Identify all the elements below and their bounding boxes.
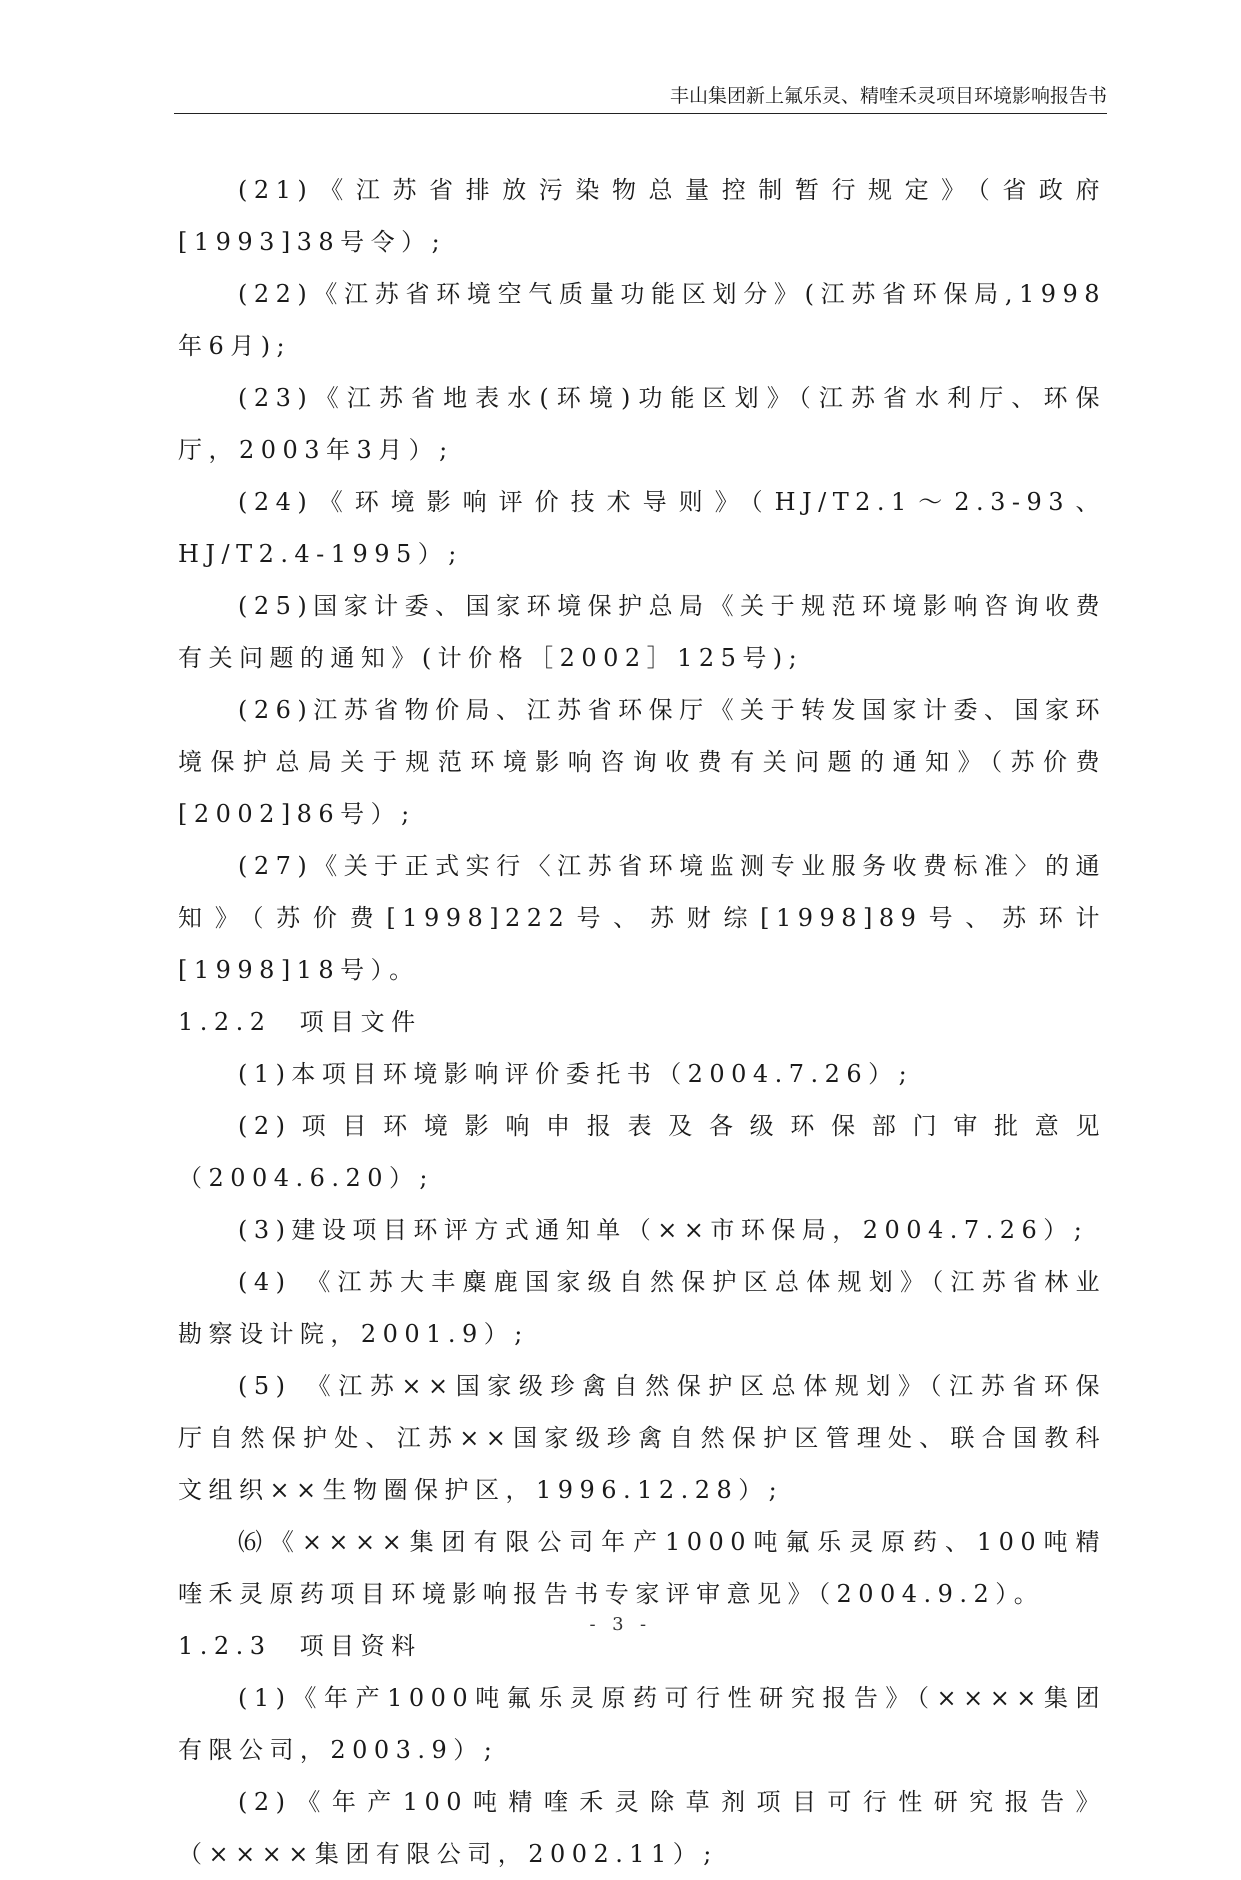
project-document-item-5: (5) 《江苏××国家级珍禽自然保护区总体规划》（江苏省环保厅自然保护处、江苏××国家级珍禽自然保护区管理处、联合国教科文组织××生物圈保护区，1996.12.28）; bbox=[178, 1372, 1106, 1504]
document-header-title: 丰山集团新上氟乐灵、精喹禾灵项目环境影响报告书 bbox=[669, 85, 1107, 107]
project-material-item-1: (1)《年产1000吨氟乐灵原药可行性研究报告》（××××集团有限公司，2003.9）; bbox=[178, 1684, 1106, 1764]
project-document-item-6: ⑹《××××集团有限公司年产1000吨氟乐灵原药、100吨精喹禾灵原药项目环境影响报告书专家评审意见》（2004.9.2）。 bbox=[178, 1528, 1106, 1608]
regulation-item-23: (23)《江苏省地表水(环境)功能区划》（江苏省水利厅、环保厅，2003年3月）; bbox=[178, 384, 1106, 464]
project-document-item-4: (4) 《江苏大丰麋鹿国家级自然保护区总体规划》（江苏省林业勘察设计院，2001.9）; bbox=[178, 1268, 1106, 1348]
section-heading-project-materials: 1.2.3 项目资料 bbox=[178, 1632, 422, 1660]
section-heading-project-documents: 1.2.2 项目文件 bbox=[178, 1008, 422, 1036]
header-divider bbox=[174, 113, 1107, 114]
project-document-item-2: (2)项目环境影响申报表及各级环保部门审批意见（2004.6.20）; bbox=[178, 1112, 1106, 1192]
regulation-item-24: (24)《环境影响评价技术导则》（HJ/T2.1～2.3-93、HJ/T2.4-1995）; bbox=[178, 488, 1106, 568]
regulation-item-26: (26)江苏省物价局、江苏省环保厅《关于转发国家计委、国家环境保护总局关于规范环境影响咨询收费有关问题的通知》（苏价费[2002]86号）; bbox=[178, 696, 1106, 828]
regulation-item-21: (21)《江苏省排放污染物总量控制暂行规定》（省政府[1993]38号令）; bbox=[178, 176, 1106, 256]
regulation-item-25: (25)国家计委、国家环境保护总局《关于规范环境影响咨询收费有关问题的通知》(计价格［2002］125号); bbox=[178, 592, 1106, 672]
regulation-item-27: (27)《关于正式实行〈江苏省环境监测专业服务收费标准〉的通知》（苏价费[1998]222号、苏财综[1998]89号、苏环计[1998]18号）。 bbox=[178, 852, 1106, 984]
project-document-item-3: (3)建设项目环评方式通知单（××市环保局，2004.7.26）; bbox=[238, 1216, 1089, 1244]
page-number: - 3 - bbox=[589, 1614, 652, 1635]
project-document-item-1: (1)本项目环境影响评价委托书（2004.7.26）; bbox=[238, 1060, 914, 1088]
project-material-item-2: (2)《年产100吨精喹禾灵除草剂项目可行性研究报告》（××××集团有限公司，2002.11）; bbox=[178, 1788, 1106, 1868]
regulation-item-22: (22)《江苏省环境空气质量功能区划分》(江苏省环保局,1998年6月); bbox=[178, 280, 1106, 360]
